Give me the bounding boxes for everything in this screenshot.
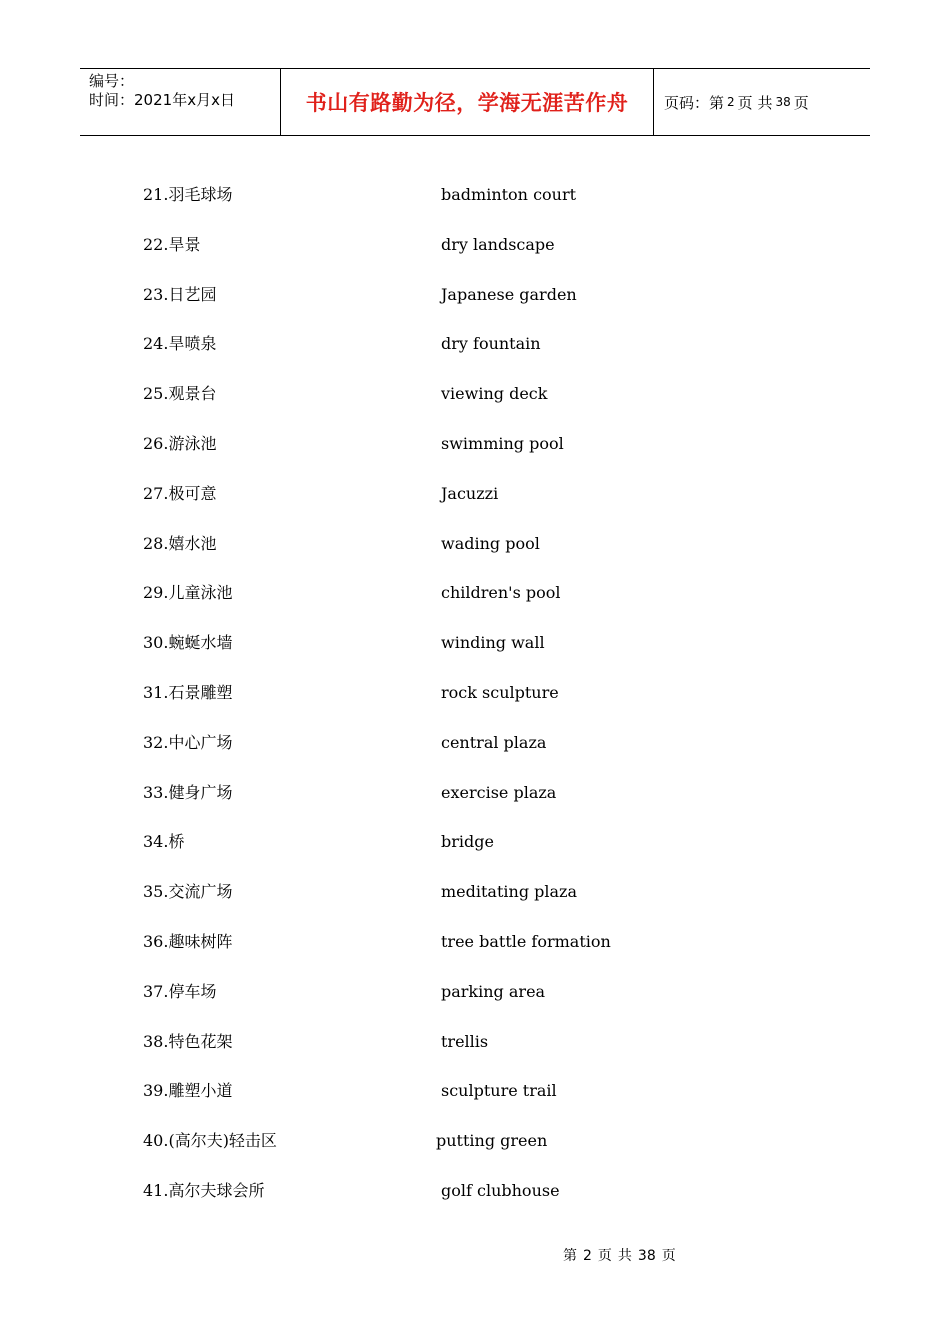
term-english: swimming pool — [441, 433, 564, 453]
list-item — [0, 284, 950, 334]
footer-suffix: 页 — [661, 1248, 676, 1264]
list-item — [0, 782, 950, 832]
term-english: exercise plaza — [441, 782, 557, 802]
list-item — [0, 483, 950, 533]
term-chinese: 28.嬉水池 — [143, 533, 217, 553]
term-chinese: 23.日艺园 — [143, 284, 217, 304]
list-item — [0, 184, 950, 234]
list-item — [0, 1031, 950, 1081]
term-english: children's pool — [441, 583, 561, 603]
term-chinese: 35.交流广场 — [143, 882, 233, 902]
term-english: central plaza — [441, 732, 547, 752]
footer-total: 38 — [637, 1248, 656, 1264]
footer-prefix: 第 — [563, 1248, 577, 1264]
term-english: winding wall — [441, 633, 545, 653]
list-item — [0, 333, 950, 383]
term-chinese: 31.石景雕塑 — [143, 682, 233, 702]
time-line — [89, 91, 280, 110]
list-item — [0, 682, 950, 732]
term-chinese: 29.儿童泳池 — [143, 583, 233, 603]
list-item — [0, 632, 950, 682]
term-chinese: 39.雕塑小道 — [143, 1081, 233, 1101]
term-chinese: 22.旱景 — [143, 234, 201, 254]
term-chinese: 27.极可意 — [143, 483, 217, 503]
number-label: 编号： — [89, 72, 135, 90]
list-item — [0, 582, 950, 632]
term-chinese: 37.停车场 — [143, 981, 217, 1001]
list-item — [0, 1180, 950, 1230]
term-english: badminton court — [441, 185, 577, 204]
term-chinese: 24.旱喷泉 — [143, 334, 217, 354]
term-chinese: 33.健身广场 — [143, 782, 233, 802]
list-item — [0, 383, 950, 433]
footer-current: 2 — [583, 1248, 592, 1264]
term-english: bridge — [441, 832, 494, 852]
list-item — [0, 831, 950, 881]
list-item — [0, 881, 950, 931]
page-footer — [563, 1245, 682, 1265]
page-label: 页码： — [664, 93, 710, 112]
term-chinese: 32.中心广场 — [143, 732, 233, 752]
term-chinese: 21.羽毛球场 — [143, 185, 233, 204]
term-english: golf clubhouse — [441, 1180, 560, 1200]
term-english: trellis — [441, 1031, 489, 1051]
list-item — [0, 981, 950, 1031]
page-suffix: 页 — [793, 93, 809, 112]
footer-mid1: 页 — [597, 1248, 612, 1264]
list-item — [0, 1130, 950, 1180]
term-chinese: 26.游泳池 — [143, 433, 217, 453]
term-english: meditating plaza — [441, 882, 578, 902]
term-chinese: 25.观景台 — [143, 384, 217, 404]
header-meta — [80, 69, 281, 135]
time-value: 2021年x月x日 — [134, 91, 235, 109]
term-english: putting green — [436, 1131, 548, 1151]
header-motto: 书山有路勤为径，学海无涯苦作舟 — [281, 69, 654, 135]
term-english: parking area — [441, 981, 546, 1001]
time-label: 时间： — [89, 91, 135, 109]
term-english: dry fountain — [441, 334, 541, 354]
term-english: dry landscape — [441, 234, 555, 254]
list-item — [0, 1080, 950, 1130]
term-chinese: 40.(高尔夫)轻击区 — [143, 1131, 277, 1151]
list-item — [0, 533, 950, 583]
header-page-info — [654, 69, 870, 135]
term-english: viewing deck — [441, 384, 548, 404]
page-header — [80, 68, 870, 136]
term-chinese: 41.高尔夫球会所 — [143, 1180, 265, 1200]
page-total: 38 — [775, 95, 791, 109]
term-english: tree battle formation — [441, 931, 611, 951]
page-prefix: 第 — [709, 93, 725, 112]
page-mid: 页 共 — [737, 93, 773, 112]
glossary-list — [0, 184, 950, 1230]
footer-mid2: 共 — [617, 1248, 632, 1264]
list-item — [0, 931, 950, 981]
list-item — [0, 732, 950, 782]
term-english: Japanese garden — [441, 284, 577, 304]
term-english: wading pool — [441, 533, 540, 553]
page-current: 2 — [727, 95, 735, 109]
term-english: Jacuzzi — [441, 483, 499, 503]
term-chinese: 36.趣味树阵 — [143, 931, 233, 951]
term-chinese: 30.蜿蜒水墙 — [143, 633, 233, 653]
term-english: sculpture trail — [441, 1081, 557, 1101]
term-chinese: 38.特色花架 — [143, 1031, 233, 1051]
term-english: rock sculpture — [441, 682, 559, 702]
list-item — [0, 433, 950, 483]
term-chinese: 34.桥 — [143, 832, 185, 852]
list-item — [0, 234, 950, 284]
